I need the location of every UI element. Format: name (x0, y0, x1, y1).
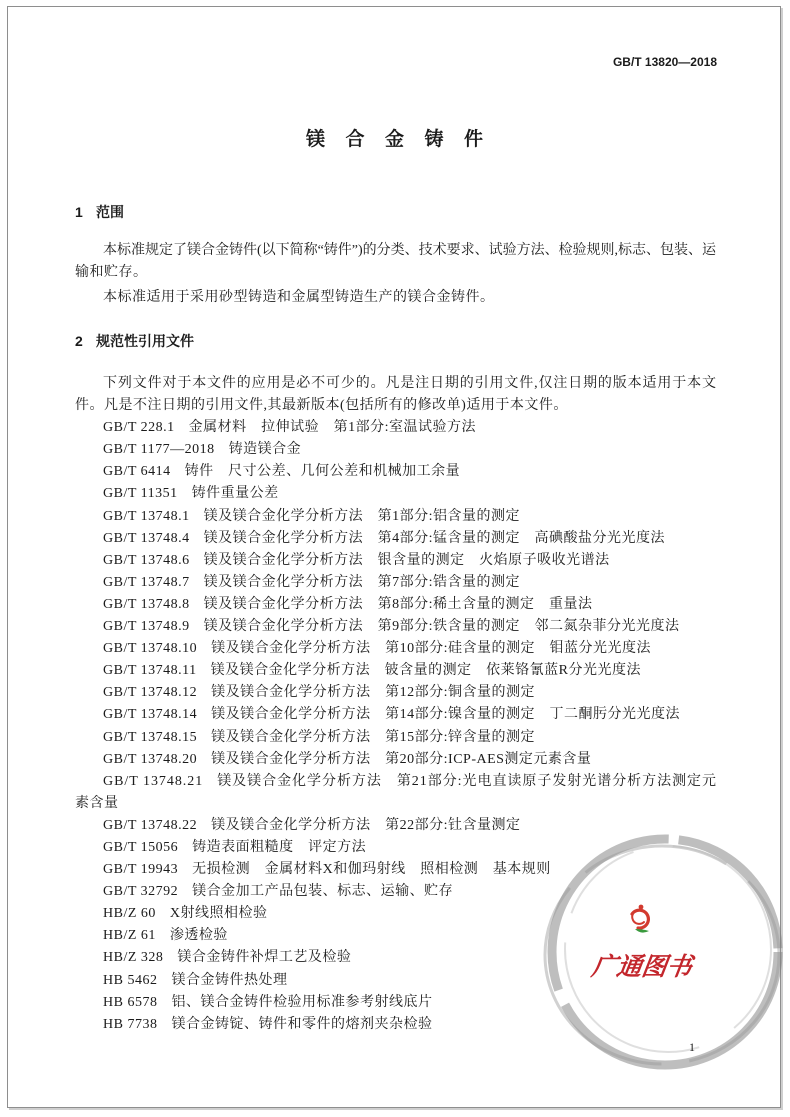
reference-line (103, 771, 717, 793)
reference-item (75, 572, 716, 594)
reference-code: GB/T 13748.9 (103, 619, 190, 635)
reference-title: 铝、镁合金铸件检验用标准参考射线底片 (171, 994, 433, 1010)
paragraph-line: 件。凡是不注日期的引用文件,其最新版本(包括所有的修改单)适用于本文件。 (75, 398, 568, 414)
reference-item (75, 616, 716, 638)
reference-code: GB/T 1177—2018 (103, 442, 215, 458)
reference-title: 镁及镁合金化学分析方法 第7部分:锆含量的测定 (203, 574, 521, 590)
watermark-text: 广通图书 (589, 954, 694, 981)
reference-code: GB/T 13748.6 (103, 552, 190, 568)
reference-item (75, 594, 716, 616)
reference-code: GB/T 13748.22 (103, 817, 198, 833)
section-title: 规范性引用文件 (96, 333, 194, 349)
reference-item (75, 528, 716, 550)
reference-title: 镁及镁合金化学分析方法 第21部分:光电直读原子发射光谱分析方法测定元 (217, 773, 717, 789)
reference-title: 镁及镁合金化学分析方法 第15部分:锌含量的测定 (211, 729, 536, 745)
reference-title: 铸造表面粗糙度 评定方法 (192, 839, 367, 855)
reference-code: HB 6578 (103, 994, 158, 1010)
reference-title: 镁及镁合金化学分析方法 第20部分:ICP-AES测定元素含量 (211, 751, 592, 767)
publisher-watermark (540, 830, 785, 1080)
reference-item (75, 439, 716, 461)
section-title: 范围 (96, 204, 124, 220)
reference-title: 铸件 尺寸公差、几何公差和机械加工余量 (184, 464, 461, 480)
reference-code: HB/Z 60 (103, 906, 156, 922)
reference-item (75, 771, 716, 793)
paragraph-line (75, 240, 716, 262)
reference-title: 镁及镁合金化学分析方法 铍含量的测定 依莱铬氰蓝R分光光度法 (210, 663, 641, 679)
reference-code: GB/T 13748.12 (103, 685, 198, 701)
reference-item (75, 461, 716, 483)
reference-item (75, 727, 716, 749)
reference-title: X射线照相检验 (169, 906, 268, 922)
reference-title: 金属材料 拉伸试验 第1部分:室温试验方法 (188, 420, 477, 436)
reference-item (75, 550, 716, 572)
reference-code: GB/T 13748.1 (103, 508, 190, 524)
reference-item (75, 638, 716, 660)
reference-code: GB/T 32792 (103, 884, 179, 900)
page-number: 1 (689, 1040, 695, 1054)
section-number: 1 (75, 204, 83, 220)
reference-item (75, 483, 716, 505)
reference-title: 无损检测 金属材料X和伽玛射线 照相检测 基本规则 (192, 862, 551, 878)
reference-title: 铸件重量公差 (191, 486, 279, 502)
paragraph-line: 本标准适用于采用砂型铸造和金属型铸造生产的镁合金铸件。 (103, 290, 495, 305)
reference-code: GB/T 15056 (103, 839, 179, 855)
reference-title: 渗透检验 (169, 928, 228, 944)
section-1-heading (75, 201, 475, 223)
reference-code: GB/T 13748.4 (103, 530, 190, 546)
paragraph-line (75, 373, 716, 395)
reference-title: 镁及镁合金化学分析方法 第14部分:镍含量的测定 丁二酮肟分光光度法 (211, 707, 681, 723)
reference-code: HB 5462 (103, 972, 158, 988)
reference-code: GB/T 13748.15 (103, 729, 198, 745)
reference-code: GB/T 11351 (103, 486, 178, 502)
reference-title: 镁合金加工产品包装、标志、运输、贮存 (192, 884, 454, 900)
reference-title: 镁合金铸锭、铸件和零件的熔剂夹杂检验 (171, 1016, 433, 1032)
reference-code: GB/T 13748.10 (103, 641, 198, 657)
reference-item (75, 749, 716, 771)
reference-code: GB/T 228.1 (103, 420, 175, 436)
reference-code: GB/T 19943 (103, 862, 179, 878)
paragraph-line-text: 本标准规定了镁合金铸件(以下简称“铸件”)的分类、技术要求、试验方法、检验规则,标志、包装、运 (103, 243, 716, 258)
page-title: 镁合金铸件 (306, 129, 504, 150)
reference-item (75, 506, 716, 528)
reference-title: 镁及镁合金化学分析方法 第12部分:铜含量的测定 (211, 685, 536, 701)
reference-item (75, 704, 716, 726)
reference-title: 铸造镁合金 (228, 442, 302, 458)
reference-title: 镁及镁合金化学分析方法 银含量的测定 火焰原子吸收光谱法 (203, 552, 610, 568)
reference-item (75, 660, 716, 682)
reference-code: HB/Z 61 (103, 928, 156, 944)
paragraph-line: 输和贮存。 (75, 265, 148, 281)
reference-code: GB/T 13748.20 (103, 751, 198, 767)
reference-code: GB/T 13748.11 (103, 663, 197, 679)
reference-code: HB 7738 (103, 1016, 158, 1032)
document-number: GB/T 13820—2018 (612, 55, 717, 69)
section-1-paragraph-1 (75, 240, 716, 284)
reference-title: 镁及镁合金化学分析方法 第8部分:稀土含量的测定 重量法 (203, 596, 593, 612)
reference-title: 镁及镁合金化学分析方法 第4部分:锰含量的测定 高碘酸盐分光光度法 (203, 530, 666, 546)
reference-code: GB/T 13748.7 (103, 574, 190, 590)
reference-title: 镁及镁合金化学分析方法 第1部分:铝含量的测定 (203, 508, 521, 524)
publisher-logo-icon (632, 905, 649, 933)
reference-code: HB/Z 328 (103, 950, 164, 966)
reference-item (75, 682, 716, 704)
reference-code: GB/T 13748.14 (103, 707, 198, 723)
reference-item (75, 417, 716, 439)
section-number: 2 (75, 333, 83, 349)
section-1-paragraph-2 (75, 287, 716, 309)
paragraph-line-text: 下列文件对于本文件的应用是必不可少的。凡是注日期的引用文件,仅注日期的版本适用于本文 (103, 376, 717, 391)
reference-code: GB/T 13748.21 (103, 773, 204, 789)
reference-title: 镁合金铸件补焊工艺及检验 (177, 950, 352, 966)
reference-title: 镁及镁合金化学分析方法 第9部分:铁含量的测定 邻二氮杂菲分光光度法 (203, 619, 680, 635)
reference-code: GB/T 13748.8 (103, 596, 190, 612)
reference-title: 镁及镁合金化学分析方法 第22部分:钍含量测定 (211, 817, 521, 833)
brush-ring-inner (565, 846, 771, 1052)
reference-title: 镁合金铸件热处理 (171, 972, 288, 988)
reference-title: 镁及镁合金化学分析方法 第10部分:硅含量的测定 钼蓝分光光度法 (211, 641, 652, 657)
section-2-heading (75, 330, 475, 352)
reference-code: GB/T 6414 (103, 464, 171, 480)
reference-item-continuation: 素含量 (75, 795, 119, 811)
